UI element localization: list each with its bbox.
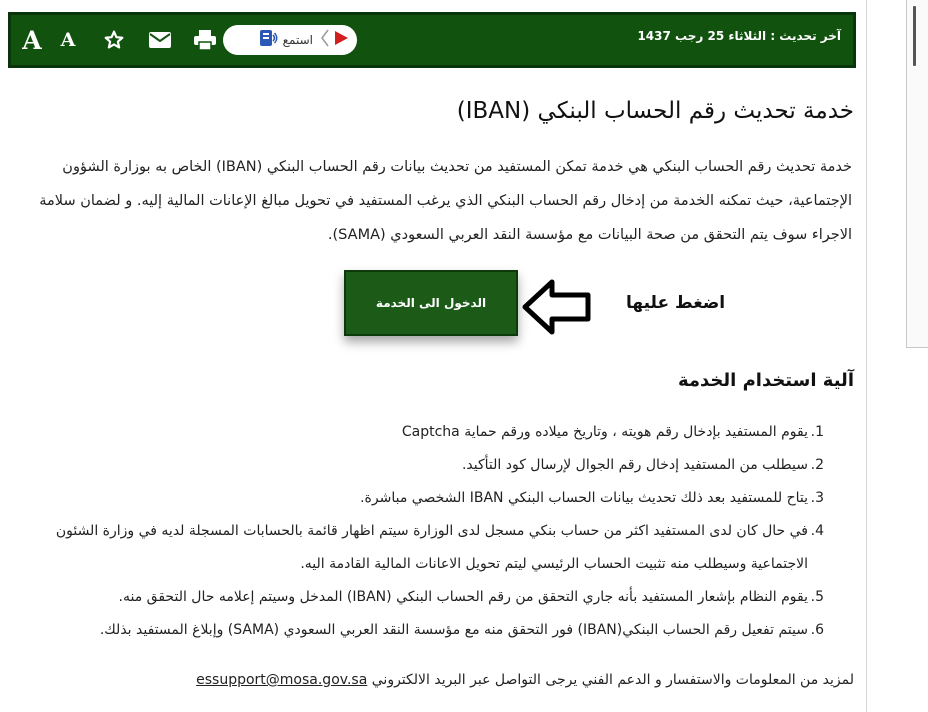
steps-title: آلية استخدام الخدمة (677, 370, 854, 391)
mail-icon[interactable] (145, 25, 175, 55)
intro-paragraph: خدمة تحديث رقم الحساب البنكي هي خدمة تمكن المستفيد من تحديث بيانات رقم الحساب البنكي (IBAN) الخاص به بوزارة الشؤون الإجتماعية، حيث تمكنه الخدمة من إدخال رقم الحساب البنكي الذي يرغب المستفيد في تحويل مبالغ الإعانات المالية إليه. و لضمان سلامة الاجراء سوف يتم التحقق من صحة البيانات مع مؤسسة النقد العربي السعودي (SAMA). (39, 159, 852, 243)
arrow-left-icon (522, 278, 592, 340)
step-item (30, 416, 824, 449)
scrollbar-track[interactable] (906, 0, 928, 348)
step-text: يقوم المستفيد بإدخال رقم هويته ، وتاريخ ميلاده ورقم حماية Captcha (401, 424, 808, 440)
step-number: 3. (810, 490, 824, 506)
step-number: 5. (810, 589, 824, 605)
font-decrease-button[interactable]: A (60, 29, 76, 51)
step-text: في حال كان لدى المستفيد اكثر من حساب بنكي مسجل لدى الوزارة سيتم اظهار قائمة بالحسابات المسجلة لديه في وزارة الشئون الاجتماعية وسيطلب منه تثبيت الحساب الرئيسي ليتم تحويل الاعانات المالية القادمة اليه. (55, 523, 808, 572)
click-hint-label: اضغط عليها (626, 293, 726, 313)
speaker-icon (259, 28, 279, 52)
play-icon[interactable] (333, 30, 349, 50)
step-text: سيطلب من المستفيد إدخال رقم الجوال لإرسال كود التأكيد. (461, 457, 808, 473)
page-edge-divider (866, 0, 867, 712)
scrollbar-thumb[interactable] (913, 6, 916, 66)
step-number: 4. (810, 523, 824, 539)
support-contact (30, 672, 854, 688)
chevron-icon (321, 29, 329, 51)
listen-button[interactable] (223, 25, 357, 55)
page-toolbar (8, 12, 856, 68)
support-email-link[interactable]: essupport@mosa.gov.sa (196, 672, 368, 688)
step-text: يقوم النظام بإشعار المستفيد بأنه جاري التحقق من رقم الحساب البنكي (IBAN) المدخل وسيتم إعلامه حال التحقق منه. (118, 589, 808, 605)
page-title: خدمة تحديث رقم الحساب البنكي (IBAN) (456, 98, 854, 124)
step-item (30, 482, 824, 515)
last-update-text: آخر تحديث : الثلاثاء 25 رجب 1437 (637, 29, 841, 43)
step-item (30, 515, 824, 581)
step-number: 2. (810, 457, 824, 473)
enter-service-button[interactable]: الدخول الى الخدمة (344, 270, 518, 336)
step-number: 1. (810, 424, 824, 440)
step-text: يتاح للمستفيد بعد ذلك تحديث بيانات الحساب البنكي IBAN الشخصي مباشرة. (360, 490, 808, 506)
step-item (30, 581, 824, 614)
step-text: سيتم تفعيل رقم الحساب البنكي(IBAN) فور التحقق منه مع مؤسسة النقد العربي السعودي (SAMA) وإبلاغ المستفيد بذلك. (99, 622, 808, 638)
step-item (30, 614, 824, 647)
star-icon[interactable] (101, 25, 127, 55)
print-icon[interactable] (191, 25, 219, 55)
listen-label: استمع (282, 33, 313, 47)
support-text: لمزيد من المعلومات والاستفسار و الدعم الفني يرجى التواصل عبر البريد الالكتروني (371, 672, 854, 688)
step-item (30, 449, 824, 482)
step-number: 6. (810, 622, 824, 638)
font-increase-button[interactable]: A (22, 25, 42, 55)
steps-list (30, 416, 824, 647)
